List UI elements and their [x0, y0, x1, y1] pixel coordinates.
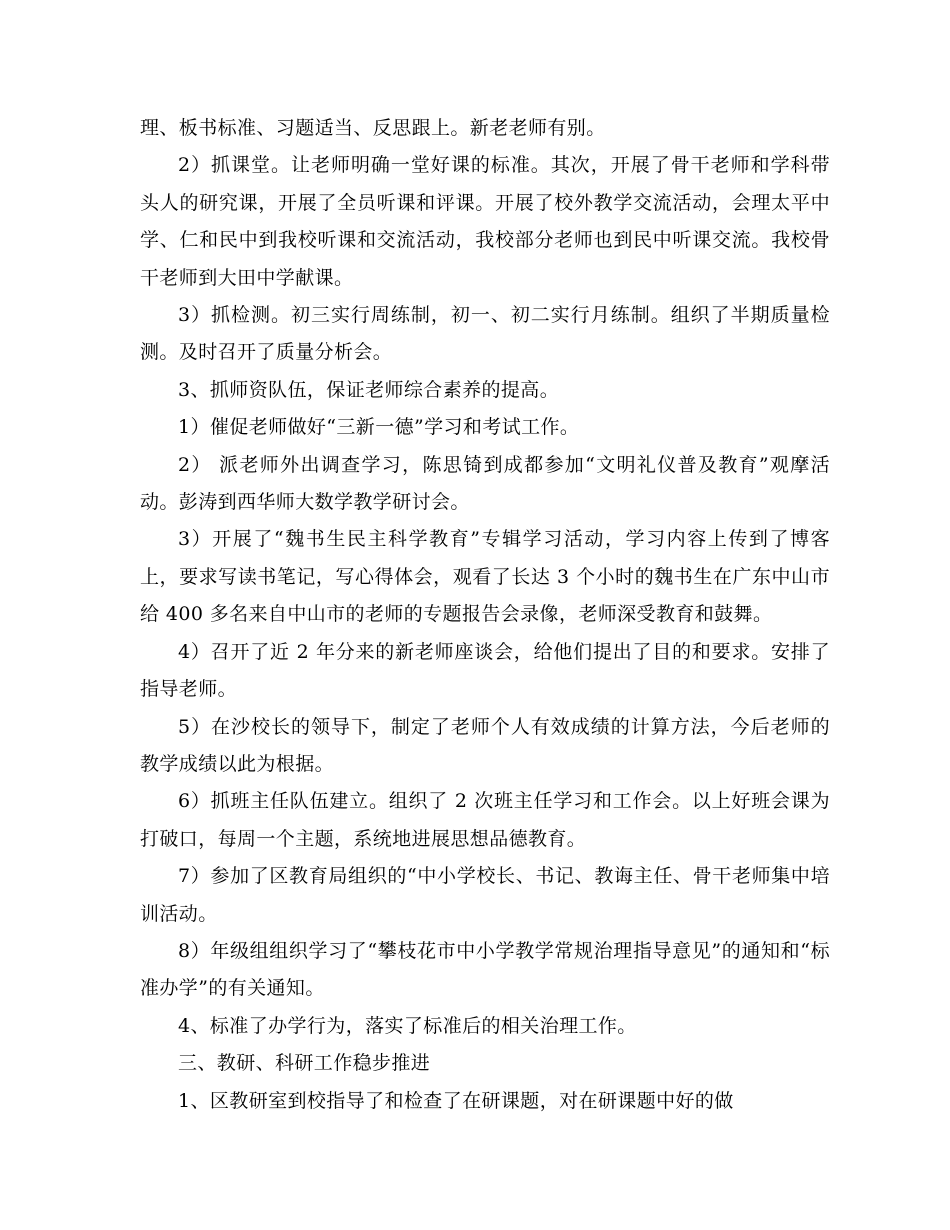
- paragraph: 5）在沙校长的领导下，制定了老师个人有效成绩的计算方法，今后老师的教学成绩以此为根据。: [140, 715, 830, 775]
- paragraph: 1、区教研室到校指导了和检查了在研课题，对在研课题中好的做: [178, 1089, 734, 1112]
- paragraph: 8）年级组组织学习了“攀枝花市中小学教学常规治理指导意见”的通知和“标准办学”的有关通知。: [140, 939, 830, 1000]
- paragraph: 7）参加了区教育局组织的“中小学校长、书记、教诲主任、骨干老师集中培训活动。: [140, 865, 830, 925]
- paragraph: 6）抓班主任队伍建立。组织了 2 次班主任学习和工作会。以上好班会课为打破口，每周一个主题，系统地进展思想品德教育。: [140, 790, 830, 850]
- paragraph: 4）召开了近 2 年分来的新老师座谈会，给他们提出了目的和要求。安排了指导老师。: [140, 640, 830, 701]
- paragraph: 3、抓师资队伍，保证老师综合素养的提高。: [178, 378, 560, 401]
- paragraph: 4、标准了办学行为，落实了标准后的相关治理工作。: [178, 1014, 637, 1037]
- section-heading: 三、教研、科研工作稳步推进: [178, 1052, 431, 1075]
- paragraph: 理、板书标准、习题适当、反思跟上。新老老师有别。: [140, 117, 606, 139]
- paragraph: 3）开展了“魏书生民主科学教育”专辑学习活动，学习内容上传到了博客上，要求写读书笔记，写心得体会，观看了长达 3 个小时的魏书生在广东中山市给 400 多名来自中山市的老师的专题报告会录像，老师深受教育和鼓舞。: [140, 528, 830, 626]
- paragraph: 2） 派老师外出调查学习，陈思锜到成都参加“文明礼仪普及教育”观摩活动。彭涛到西华师大数学教学研讨会。: [140, 453, 830, 514]
- paragraph: 3）抓检测。初三实行周练制，初一、初二实行月练制。组织了半期质量检测。及时召开了质量分析会。: [140, 304, 830, 364]
- paragraph: 2）抓课堂。让老师明确一堂好课的标准。其次，开展了骨干老师和学科带头人的研究课，开展了全员听课和评课。开展了校外教学交流活动，会理太平中学、仁和民中到我校听课和交流活动，我校部分老师也到民中听课交流。我校骨干老师到大田中学献课。: [140, 154, 830, 289]
- document-body: [140, 110, 830, 1120]
- paragraph: 1）催促老师做好“三新一德”学习和考试工作。: [178, 416, 580, 439]
